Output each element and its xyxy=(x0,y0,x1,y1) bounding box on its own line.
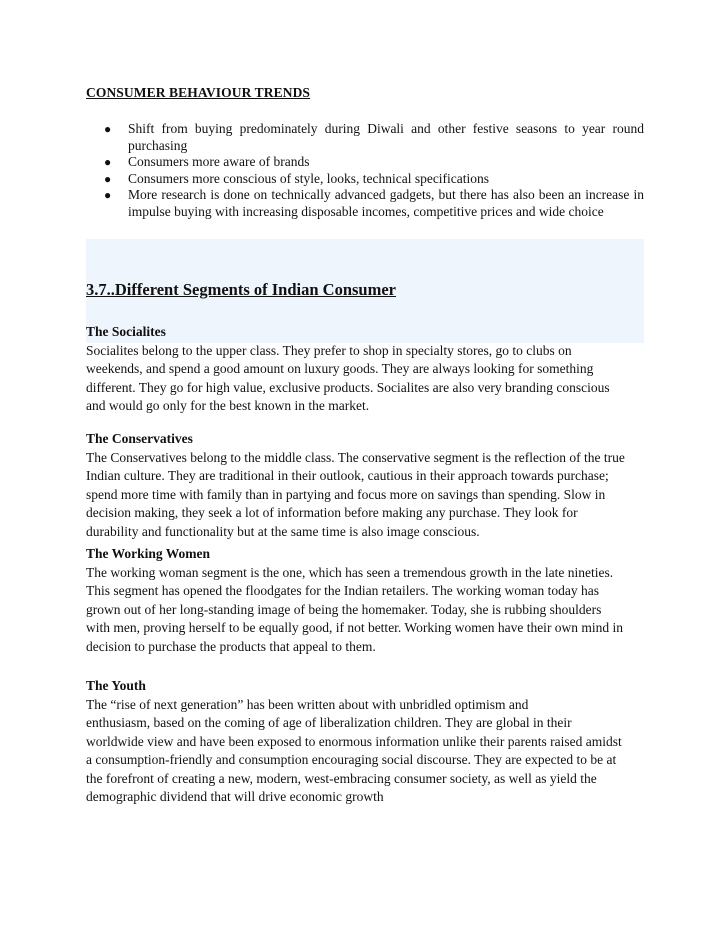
bullet-icon: ● xyxy=(104,122,112,136)
body-line: The working woman segment is the one, which has seen a tremendous growth in the late nineties. xyxy=(86,564,614,580)
body-line: different. They go for high value, exclusive products. Socialites are also very branding conscious xyxy=(86,379,610,395)
body-line: and would go only for the best known in the market. xyxy=(86,398,370,413)
body-line: the forefront of creating a new, modern, west-embracing consumer society, as well as yield the xyxy=(86,770,597,786)
body-line: decision making, they seek a lot of information before making any purchase. They look for xyxy=(86,505,578,520)
list-item-text: Shift from buying predominately during Diwali and other festive seasons to year round purchasing xyxy=(128,121,644,153)
bullet-icon: ● xyxy=(104,188,112,202)
list-item xyxy=(86,171,644,188)
body-line: a consumption-friendly and consumption encouraging social discourse. They are expected to be at xyxy=(86,752,617,767)
segment-body xyxy=(86,564,646,657)
segment-title: The Youth xyxy=(86,678,146,693)
segment-title: The Socialites xyxy=(86,324,166,339)
body-line: The Conservatives belong to the middle class. The conservative segment is the reflection of the true xyxy=(86,449,625,465)
body-line: weekends, and spend a good amount on luxury goods. They are always looking for something xyxy=(86,361,594,376)
body-line: Indian culture. They are traditional in their outlook, cautious in their approach towards purchase; xyxy=(86,468,609,483)
segment-body xyxy=(86,449,646,542)
body-line: This segment has opened the floodgates for the Indian retailers. The working woman today has xyxy=(86,583,599,598)
segment-conservatives xyxy=(86,430,646,541)
body-line: worldwide view and have been exposed to enormous information unlike their parents raised amidst xyxy=(86,733,622,749)
section-heading: 3.7..Different Segments of Indian Consumer xyxy=(86,280,396,299)
body-line: grown out of her long-standing image of being the homemaker. Today, she is rubbing shoulders xyxy=(86,601,602,617)
segment-body xyxy=(86,342,646,416)
list-item xyxy=(86,154,644,171)
trends-title: CONSUMER BEHAVIOUR TRENDS xyxy=(86,85,311,100)
body-line: demographic dividend that will drive economic growth xyxy=(86,789,384,804)
list-item-text: More research is done on technically advanced gadgets, but there has also been an increase in impulse buying with increasing disposable incomes, competitive prices and wide choice xyxy=(128,187,644,219)
body-line: Socialites belong to the upper class. They prefer to shop in specialty stores, go to clubs on xyxy=(86,342,572,358)
list-item-text: Consumers more conscious of style, looks, technical specifications xyxy=(128,170,490,186)
segment-youth xyxy=(86,677,646,807)
segment-title: The Conservatives xyxy=(86,431,193,446)
bullet-icon: ● xyxy=(104,155,112,169)
segment-working-women xyxy=(86,545,646,656)
body-line: enthusiasm, based on the coming of age of liberalization children. They are global in their xyxy=(86,715,572,730)
body-line: decision to purchase the products that appeal to them. xyxy=(86,638,376,654)
list-item-text: Consumers more aware of brands xyxy=(128,154,310,169)
trends-list xyxy=(86,121,644,220)
body-line: spend more time with family than in partying and focus more on savings than spending. Slow in xyxy=(86,486,606,502)
bullet-icon: ● xyxy=(104,171,112,186)
body-line: durability and functionality but at the same time is also image conscious. xyxy=(86,523,480,539)
list-item xyxy=(86,187,644,220)
segment-body xyxy=(86,696,646,807)
segment-socialites xyxy=(86,323,646,416)
list-item xyxy=(86,121,644,154)
body-line: The “rise of next generation” has been written about with unbridled optimism and xyxy=(86,696,529,712)
segment-title: The Working Women xyxy=(86,546,211,561)
body-line: with men, proving herself to be equally good, if not better. Working women have their own mind in xyxy=(86,620,624,635)
